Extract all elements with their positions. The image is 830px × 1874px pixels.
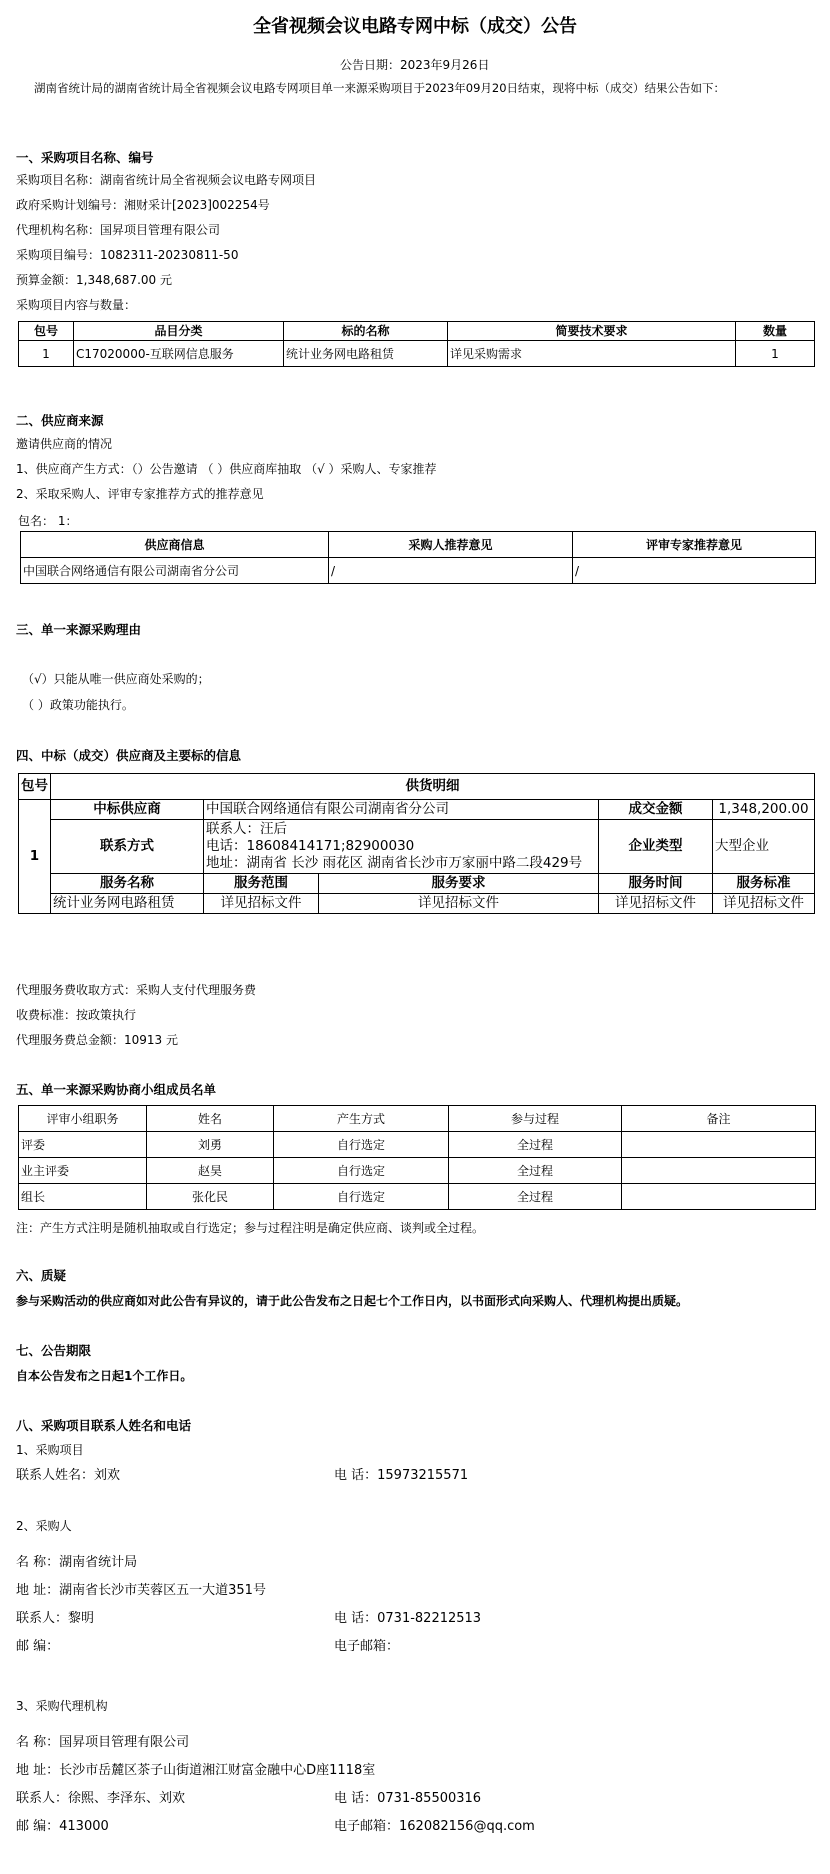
winner-name: 中国联合网络通信有限公司湖南省分公司 <box>204 800 599 820</box>
announcement-date: 公告日期：2023年9月26日 <box>340 58 490 72</box>
table-header: 评审小组职务 <box>19 1106 147 1132</box>
table-row <box>19 820 815 874</box>
table-header: 数量 <box>736 322 815 341</box>
p3-address: 地 址：长沙市岳麓区茶子山街道湘江财富金融中心D座1118室 <box>16 1763 376 1778</box>
table-cell: 详见招标文件 <box>599 894 713 914</box>
table-cell: 1 <box>736 341 815 367</box>
page-title: 全省视频会议电路专网中标（成交）公告 <box>253 16 577 37</box>
contact-info <box>204 820 599 874</box>
table-row <box>19 1132 816 1158</box>
project-number: 采购项目编号：1082311-20230811-50 <box>16 248 239 262</box>
table-row <box>21 558 816 584</box>
table-cell: 全过程 <box>449 1184 622 1210</box>
table-cell: 自行选定 <box>274 1184 449 1210</box>
table-cell: 业主评委 <box>19 1158 147 1184</box>
fee-method: 代理服务费收取方式：采购人支付代理服务费 <box>16 983 257 997</box>
table-header: 姓名 <box>147 1106 274 1132</box>
table-header-row <box>19 1106 816 1132</box>
table-header: 包号 <box>19 322 74 341</box>
section3-heading: 三、单一来源采购理由 <box>16 622 142 637</box>
contact-phone: 电话：18608414171;82900030 <box>206 838 415 854</box>
table-header: 采购人推荐意见 <box>329 532 573 558</box>
table-cell: / <box>329 558 573 584</box>
table-header: 简要技术要求 <box>448 322 736 341</box>
committee-table <box>18 1105 816 1210</box>
amount-value: 1,348,200.00 <box>713 800 815 820</box>
table-cell: 赵昊 <box>147 1158 274 1184</box>
table-cell: / <box>573 558 816 584</box>
p3-contact: 联系人：徐熙、李泽东、刘欢 <box>16 1791 186 1806</box>
project-content-table <box>18 321 815 367</box>
section8-heading: 八、采购项目联系人姓名和电话 <box>16 1418 192 1433</box>
table-row <box>19 1158 816 1184</box>
winning-supplier-table <box>18 773 815 914</box>
table-header: 服务时间 <box>599 874 713 894</box>
enterprise-type-label: 企业类型 <box>599 820 713 874</box>
p2-contact: 联系人：黎明 <box>16 1611 95 1626</box>
package-number: 1 <box>19 800 51 914</box>
table-cell: 组长 <box>19 1184 147 1210</box>
table-cell: 详见采购需求 <box>448 341 736 367</box>
table-header: 服务要求 <box>319 874 599 894</box>
plan-number: 政府采购计划编号：湘财采计[2023]002254号 <box>16 198 270 212</box>
section1-heading: 一、采购项目名称、编号 <box>16 150 154 165</box>
p2-name: 名 称：湖南省统计局 <box>16 1555 138 1570</box>
table-cell: 自行选定 <box>274 1132 449 1158</box>
table-cell: 全过程 <box>449 1132 622 1158</box>
p3-email: 电子邮箱：162082156@qq.com <box>334 1819 535 1834</box>
table-cell: 统计业务网电路租赁 <box>51 894 204 914</box>
table-cell: 全过程 <box>449 1158 622 1184</box>
package-label: 包名： 1： <box>18 514 78 528</box>
table-row <box>19 1184 816 1210</box>
table-cell: 中国联合网络通信有限公司湖南省分公司 <box>21 558 329 584</box>
table-cell <box>622 1184 816 1210</box>
p1-contact: 联系人姓名：刘欢 <box>16 1468 121 1483</box>
p2-email: 电子邮箱： <box>334 1639 400 1654</box>
table-header-row <box>19 322 815 341</box>
agency-name: 代理机构名称：国昇项目管理有限公司 <box>16 223 221 237</box>
table-cell: 统计业务网电路租赁 <box>284 341 448 367</box>
intro-text: 湖南省统计局的湖南省统计局全省视频会议电路专网项目单一来源采购项目于2023年09月20日结束，现将中标（成交）结果公告如下： <box>34 81 726 95</box>
section4-heading: 四、中标（成交）供应商及主要标的信息 <box>16 748 242 763</box>
winner-label: 中标供应商 <box>51 800 204 820</box>
fee-standard: 收费标准：按政策执行 <box>16 1008 137 1022</box>
table-cell <box>622 1132 816 1158</box>
supplier-table <box>20 531 816 584</box>
contact-address: 地址：湖南省 长沙 雨花区 湖南省长沙市万家丽中路二段429号 <box>206 855 583 871</box>
committee-note: 注：产生方式注明是随机抽取或自行选定；参与过程注明是确定供应商、谈判或全过程。 <box>16 1221 485 1235</box>
p1-title: 1、采购项目 <box>16 1443 84 1457</box>
table-cell: 详见招标文件 <box>204 894 319 914</box>
contact-person: 联系人：汪后 <box>206 821 287 837</box>
table-header-row <box>19 774 815 800</box>
table-cell: C17020000-互联网信息服务 <box>74 341 284 367</box>
p1-phone: 电 话：15973215571 <box>334 1468 469 1483</box>
table-header: 品目分类 <box>74 322 284 341</box>
project-name: 采购项目名称：湖南省统计局全省视频会议电路专网项目 <box>16 173 317 187</box>
table-cell: 1 <box>19 341 74 367</box>
section7-heading: 七、公告期限 <box>16 1343 92 1358</box>
table-cell: 刘勇 <box>147 1132 274 1158</box>
recommendation-label: 2、采取采购人、评审专家推荐方式的推荐意见 <box>16 487 264 501</box>
p2-title: 2、采购人 <box>16 1519 72 1533</box>
reason-option-2: （ ）政策功能执行。 <box>22 698 134 712</box>
section6-heading: 六、质疑 <box>16 1268 67 1283</box>
fee-total: 代理服务费总金额：10913 元 <box>16 1033 178 1047</box>
reason-option-1: （√）只能从唯一供应商处采购的； <box>22 672 210 686</box>
budget-amount: 预算金额：1,348,687.00 元 <box>16 273 172 287</box>
period-text: 自本公告发布之日起1个工作日。 <box>16 1369 193 1383</box>
table-cell: 详见招标文件 <box>319 894 599 914</box>
challenge-text: 参与采购活动的供应商如对此公告有异议的，请于此公告发布之日起七个工作日内，以书面形式向采购人、代理机构提出质疑。 <box>16 1294 689 1308</box>
table-cell: 自行选定 <box>274 1158 449 1184</box>
table-header: 备注 <box>622 1106 816 1132</box>
table-header-row <box>21 532 816 558</box>
p3-zip: 邮 编：413000 <box>16 1819 109 1834</box>
table-row <box>19 341 815 367</box>
p2-phone: 电 话：0731-82212513 <box>334 1611 482 1626</box>
table-header: 评审专家推荐意见 <box>573 532 816 558</box>
table-row <box>19 894 815 914</box>
p2-address: 地 址：湖南省长沙市芙蓉区五一大道351号 <box>16 1583 266 1598</box>
p3-phone: 电 话：0731-85500316 <box>334 1791 482 1806</box>
table-header: 服务名称 <box>51 874 204 894</box>
section2-heading: 二、供应商来源 <box>16 413 104 428</box>
table-cell: 张化民 <box>147 1184 274 1210</box>
table-header: 参与过程 <box>449 1106 622 1132</box>
p3-title: 3、采购代理机构 <box>16 1699 108 1713</box>
amount-label: 成交金额 <box>599 800 713 820</box>
table-row <box>19 800 815 820</box>
col-package: 包号 <box>19 774 51 800</box>
table-header: 服务标准 <box>713 874 815 894</box>
table-header: 标的名称 <box>284 322 448 341</box>
supplier-method: 1、供应商产生方式：（）公告邀请 （ ）供应商库抽取 （√ ）采购人、专家推荐 <box>16 462 437 476</box>
table-header: 供应商信息 <box>21 532 329 558</box>
table-header: 产生方式 <box>274 1106 449 1132</box>
invitation-label: 邀请供应商的情况 <box>16 437 113 451</box>
enterprise-type: 大型企业 <box>713 820 815 874</box>
p2-zip: 邮 编： <box>16 1639 60 1654</box>
table-cell: 评委 <box>19 1132 147 1158</box>
contact-label: 联系方式 <box>51 820 204 874</box>
col-supply-detail: 供货明细 <box>51 774 815 800</box>
table-cell <box>622 1158 816 1184</box>
section5-heading: 五、单一来源采购协商小组成员名单 <box>16 1082 217 1097</box>
table-cell: 详见招标文件 <box>713 894 815 914</box>
content-quantity-label: 采购项目内容与数量： <box>16 298 137 312</box>
p3-name: 名 称：国昇项目管理有限公司 <box>16 1735 190 1750</box>
table-header: 服务范围 <box>204 874 319 894</box>
table-header-row <box>19 874 815 894</box>
